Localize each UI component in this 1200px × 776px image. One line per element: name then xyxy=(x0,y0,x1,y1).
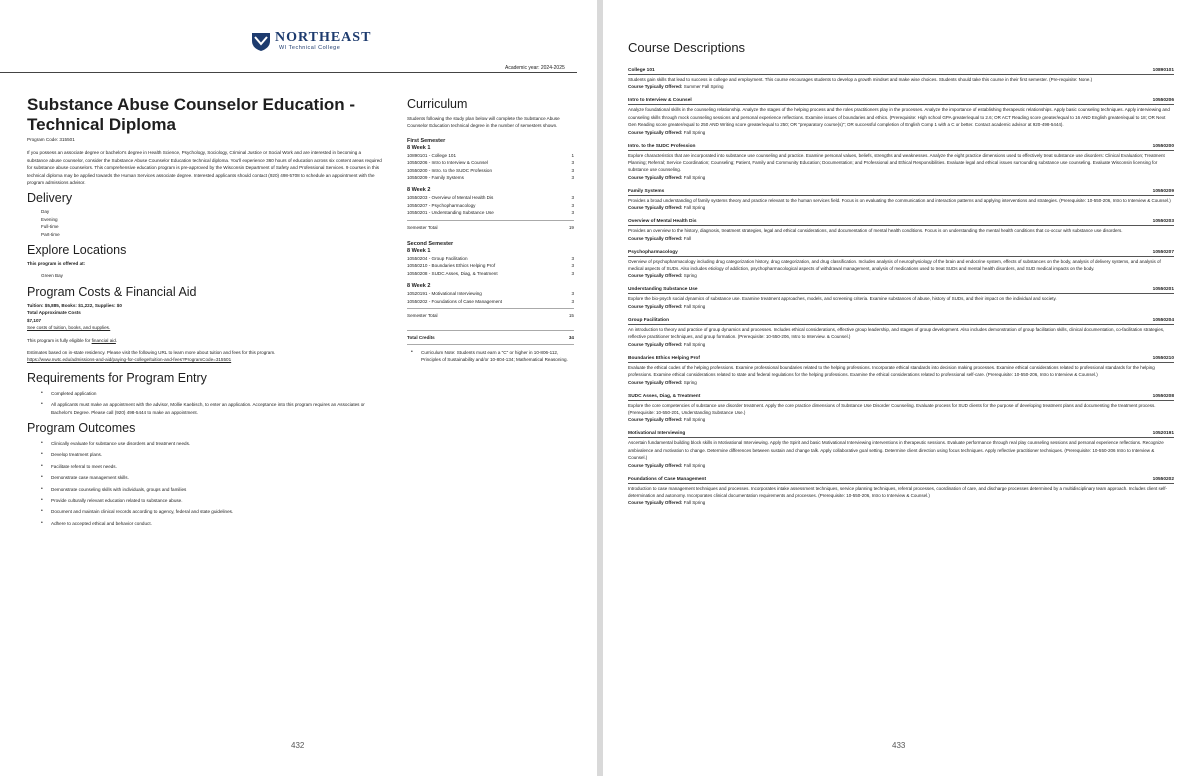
course-offered-label: Course Typically Offered: xyxy=(628,129,683,135)
course-block xyxy=(628,317,1174,348)
costs-heading: Program Costs & Financial Aid xyxy=(27,284,197,299)
course-row xyxy=(407,194,574,201)
course-name: Foundations of Case Management xyxy=(628,476,707,482)
course-row-credits: 3 xyxy=(571,256,574,262)
course-row-credits: 3 xyxy=(571,291,574,297)
course-offered xyxy=(628,83,1174,90)
course-offered-label: Course Typically Offered: xyxy=(628,462,683,468)
page-title: Substance Abuse Counselor Education - Technical Diploma xyxy=(27,95,356,134)
course-code: 10550207 xyxy=(1152,249,1174,255)
course-row-credits: 3 xyxy=(571,210,574,216)
course-name: Understanding Substance Use xyxy=(628,287,698,293)
outcome-item: • Provide culturally relevant education related to substance abuse. xyxy=(41,497,382,504)
course-offered xyxy=(628,235,1174,242)
course-header xyxy=(628,249,1174,257)
delivery-heading: Delivery xyxy=(27,191,73,206)
course-row xyxy=(407,290,574,297)
course-name: Intro. to the SUDC Profession xyxy=(628,143,696,149)
course-header xyxy=(628,218,1174,226)
course-offered-terms: Fall Spring xyxy=(683,462,706,468)
course-offered-label: Course Typically Offered: xyxy=(628,273,683,279)
delivery-item: Day xyxy=(41,209,50,215)
course-description: Explore characteristics that are incorporated into substance use counseling and practice. Examine personal values, beliefs, strengths and weaknesses. Analyze the eight practice dimensions used to effectively treat substance use disorders: Clinical Evaluation; Treatment Planning; Referral; Service Coordination; Counseling; Patient, Family and Community Education; Documentation; and Professional and Ethical Responsibilities. Evaluate legal and ethical issues surrounding substance use counseling. Evaluate Wisconsin licensing for substance use counseling. xyxy=(628,152,1165,173)
outcomes-list xyxy=(27,440,382,527)
course-row-credits: 3 xyxy=(571,160,574,166)
course-name: Motivational Interviewing xyxy=(628,431,686,437)
course-row-credits: 1 xyxy=(571,152,574,158)
outcome-item: • Document and maintain clinical records according to agency, federal and state guidelines. xyxy=(41,508,382,515)
course-code: 10520191 xyxy=(1152,431,1174,437)
course-code: 10550208 xyxy=(1152,393,1174,399)
semester-total-value: 19 xyxy=(568,224,574,230)
course-name: Boundaries Ethics Helping Prof xyxy=(628,355,700,361)
curriculum-column xyxy=(407,96,574,368)
course-row-credits: 3 xyxy=(571,202,574,208)
course-description: Explore the core competencies of substance use disorder treatment. Apply the core practice dimensions of Substance Use Disorder Counseling. Evaluate process for SUD clients for the purpose of developing treatment plans and documenting the treatment process. (Prerequisite: 10-550-201, Understanding Substance Use.) xyxy=(628,402,1156,415)
financial-aid-prefix: This program is fully eligible for xyxy=(27,337,92,343)
course-row-name: 10550200 - Intro. to the SUDC Profession xyxy=(407,167,493,173)
course-header xyxy=(628,67,1174,75)
course-offered xyxy=(628,499,1174,506)
course-offered-terms: Fall Spring xyxy=(683,417,706,423)
course-row xyxy=(407,270,574,277)
course-row-name: 10550208 - SUDC Asses, Diag, & Treatment xyxy=(407,270,498,276)
financial-aid-suffix: . xyxy=(115,337,118,343)
requirements-list xyxy=(27,390,382,416)
semester-total-row xyxy=(407,312,574,319)
course-name: Psychopharmacology xyxy=(628,249,678,255)
course-offered-terms: Summer Fall Spring xyxy=(683,84,724,90)
page-number: 432 xyxy=(291,741,305,750)
course-description: Ascertain fundamental building block skills in Motivational Interviewing. Apply the Spirit and basic Motivational Interviewing interventions in therapeutic sessions. Evaluate performance through real play counseling sessions and personal experience reflections. Recognize ambivalence and motivation to change. Determine differences between sustain and change talk. Apply collaborative goal setting. Determine client direction using focus techniques. Apply reflective practitioner techniques. (Prerequisite: 10-550-206 Intro to Interview & Counsel.) xyxy=(628,440,1164,461)
logo-subtitle: WI Technical College xyxy=(279,44,341,51)
course-code: 10550200 xyxy=(1152,143,1174,149)
course-row xyxy=(407,159,574,166)
left-page xyxy=(0,0,597,776)
course-offered xyxy=(628,129,1174,136)
first-semester-week1: 8 Week 1 xyxy=(407,144,431,151)
course-row xyxy=(407,202,574,209)
course-offered xyxy=(628,462,1174,469)
course-description: Analyze foundational skills in the counseling relationship. Analyze the stages of the helping process and the roles practitioners play in the processes. Analyze the importance of establishing therapeutic relationships. Apply basic counseling techniques. Apply interviewing and counseling skills through mock counseling sessions and personal experience reflections. Examine issues of boundaries and ethics. (Prerequisite: High school GPA greater/equal to 2.6; OR ACT Reading score greater/equal to 16 AND English greater/equal to 18; OR Next Gen Reading score greater/equal to 250 AND Writing score greater/equal to 250; OR "preparatory course(s)"; OR successful completion of English Comp 1 with a C or better. Contact academic advisor at 920-498-5444). xyxy=(628,107,1170,128)
header-divider xyxy=(0,72,577,73)
course-code: 10890101 xyxy=(1152,68,1174,73)
curriculum-heading: Curriculum xyxy=(407,97,468,111)
requirement-item: • All applicants must make an appointment with the advisor, Mollie Kaebisch, to enter an application. Acceptance into this program requires an Associates or Bachelor's Degree. Please call (920) 498-5444 to make an appointment. xyxy=(41,401,382,416)
course-row-credits: 3 xyxy=(571,195,574,201)
course-description: Students gain skills that lead to success in college and employment. This course encourages students to develop a growth mindset and make wise choices. Students should take this course in their first semester. (Pre-requisite: None.) xyxy=(628,77,1093,82)
course-row-credits: 3 xyxy=(571,298,574,304)
course-row xyxy=(407,298,574,305)
course-offered-terms: Fall Spring xyxy=(683,341,706,347)
outcome-item: • Adhere to accepted ethical and behavior conduct. xyxy=(41,520,382,527)
second-semester-week2: 8 Week 2 xyxy=(407,283,431,290)
requirement-item: • Completed application xyxy=(41,390,382,397)
course-row-name: 10550209 - Family Systems xyxy=(407,175,464,181)
course-header xyxy=(628,286,1174,294)
course-block xyxy=(628,218,1174,241)
course-block xyxy=(628,97,1174,135)
course-offered-label: Course Typically Offered: xyxy=(628,417,683,423)
total-credits-row xyxy=(407,334,574,341)
curriculum-notes xyxy=(407,349,574,364)
course-code: 10550202 xyxy=(1152,476,1174,482)
financial-aid-note xyxy=(27,337,382,344)
college-logo xyxy=(250,30,371,52)
total-cost-label: Total Approximate Costs xyxy=(27,310,81,316)
location-item: Green Bay xyxy=(41,273,63,279)
course-header xyxy=(628,317,1174,325)
course-description: Explore the bio-psych social dynamics of substance use. Examine treatment approaches, models, and screening criteria. Examine substances of abuse, history of SUDs, and their impact on the individual and society. xyxy=(628,296,1057,302)
semester-total-value: 15 xyxy=(568,313,574,319)
academic-year: Academic year: 2024-2025 xyxy=(505,65,565,71)
course-offered-label: Course Typically Offered: xyxy=(628,84,683,90)
course-block xyxy=(628,286,1174,309)
course-offered-label: Course Typically Offered: xyxy=(628,500,683,506)
costs-breakdown: Tuition: $5,885, Books: $1,222, Supplies: $0 xyxy=(27,302,122,308)
course-name: Group Facilitation xyxy=(628,317,670,323)
course-offered-terms: Fall xyxy=(683,235,691,241)
semester-total-row xyxy=(407,224,574,231)
curriculum-intro: Students following the study plan below will complete the Substance Abuse Counselor Education technical degree in the number of semesters shown. xyxy=(407,116,560,129)
total-cost-value: $7,107 xyxy=(27,317,42,323)
course-code: 10550201 xyxy=(1152,287,1174,293)
locations-heading: Explore Locations xyxy=(27,243,127,258)
course-header xyxy=(628,188,1174,196)
course-row xyxy=(407,167,574,174)
requirements-heading: Requirements for Program Entry xyxy=(27,370,207,385)
logo-name: NORTHEAST xyxy=(275,29,372,45)
curriculum-note: • Curriculum Note: Students must earn a "C" or higher in 10-806-112, Principles of Sustainability and/or 10-804-134; Mathematical Reasoning. xyxy=(411,349,574,364)
course-row xyxy=(407,262,574,269)
divider xyxy=(407,344,574,345)
tuition-url-link[interactable]: https://www.nwtc.edu/admissions-and-aid/paying-for-college/tuition-and-fees?ProgramCode=315501 xyxy=(27,357,232,363)
first-semester-week2: 8 Week 2 xyxy=(407,187,431,194)
course-offered-terms: Fall Spring xyxy=(683,205,706,211)
course-description: Introduction to case management techniques and processes. Incorporates intake assessment techniques, service planning techniques, referral processes, coordination of care, and discharge processes determined by a multidisciplinary team approach. Includes client self-determination and autonomy. Incorporates clinical documentation requirements and processes. (Prerequisite: 10-550-206, Intro to Interview & Counsel.) xyxy=(628,485,1168,498)
course-row-name: 10520191 - Motivational Interviewing xyxy=(407,291,482,297)
course-description: An introduction to theory and practice of group dynamics and processes. Includes ethical considerations, effective group leadership, and stages of group development. Also includes demonstration of group facilitation skills, clinical documentation, co-facilitation strategies, reflective practitioner techniques, and group formation. (Prerequisite: 10-550-206, Intro to Interview. & Counsel.) xyxy=(628,326,1165,340)
outcomes-heading: Program Outcomes xyxy=(27,420,136,435)
course-code: 10550210 xyxy=(1152,355,1174,361)
course-block xyxy=(628,249,1174,280)
course-offered xyxy=(628,379,1174,386)
course-row-credits: 3 xyxy=(571,175,574,181)
course-row-credits: 3 xyxy=(571,270,574,276)
course-row xyxy=(407,174,574,181)
course-row-name: 10550202 - Foundations of Case Management xyxy=(407,298,503,304)
course-name: Family Systems xyxy=(628,188,665,194)
course-block xyxy=(628,393,1174,424)
course-header xyxy=(628,143,1174,151)
course-offered xyxy=(628,416,1174,423)
course-offered-terms: Fall Spring xyxy=(683,500,706,506)
course-description: Provides an overview to the history, diagnosis, treatment strategies, legal and ethical considerations, and documentation of mental health conditions. Focus is on understanding the mental health conditions that co-occur with substance use disorders. xyxy=(628,228,1123,234)
course-offered-label: Course Typically Offered: xyxy=(628,174,683,180)
outcome-item: • Clinically evaluate for substance use disorders and treatment needs. xyxy=(41,440,382,447)
divider xyxy=(407,330,574,331)
total-credits-value: 34 xyxy=(568,334,574,340)
course-offered-terms: Spring xyxy=(683,379,697,385)
course-offered xyxy=(628,174,1174,181)
semester-total-label: Semester Total xyxy=(407,313,438,319)
course-offered-terms: Fall Spring xyxy=(683,303,706,309)
course-row-name: 10550204 - Group Facilitation xyxy=(407,256,468,262)
course-row xyxy=(407,152,574,159)
course-name: College 101 xyxy=(628,68,655,73)
delivery-item: Full-time xyxy=(41,224,59,230)
course-row-name: 10550210 - Boundaries Ethics Helping Prof xyxy=(407,263,496,269)
course-row-credits: 3 xyxy=(571,263,574,269)
course-descriptions-title: Course Descriptions xyxy=(628,40,746,55)
course-offered-label: Course Typically Offered: xyxy=(628,379,683,385)
course-block xyxy=(628,143,1174,181)
outcome-item: • Facilitate referral to meet needs. xyxy=(41,463,382,470)
right-page xyxy=(603,0,1200,776)
course-row-name: 10550206 - Intro to Interview & Counsel xyxy=(407,160,488,166)
program-intro: If you possess an associate degree or bachelor's degree in Health Science, Psychology, Sociology, Criminal Justice or Social Work and are interested in becoming a substance abuse counselor, consider the Substance Abuse Counselor Education technical diploma. You'll experience 360 hours of education across six content areas required for substance abuse counselors. This comprehensive education program is pre-approved by the Wisconsin Department of Safety and Professional Services. 9 courses in this technical diploma may be applied towards the Human Services associate degree. Interested applicants should contact (920) 498-5708 to schedule an appointment with the program admissions advisor. xyxy=(27,150,382,186)
outcome-item: • Demonstrate case management skills. xyxy=(41,474,382,481)
total-credits-label: Total Credits xyxy=(407,334,435,340)
course-offered-label: Course Typically Offered: xyxy=(628,235,683,241)
financial-aid-link[interactable]: financial aid xyxy=(91,337,116,343)
semester-total-label: Semester Total xyxy=(407,224,438,230)
course-row xyxy=(407,255,574,262)
course-row-name: 10550207 - Psychopharmacology xyxy=(407,202,476,208)
program-info-column xyxy=(27,95,382,531)
course-row xyxy=(407,209,574,216)
course-code: 10550203 xyxy=(1152,219,1174,225)
page-number: 433 xyxy=(892,741,906,750)
course-code: 10550206 xyxy=(1152,98,1174,104)
estimates-note: Estimates based on in-state residency. Please visit the following URL to learn more about tuition and fees for this program. xyxy=(27,349,276,355)
course-row-name: 10550201 - Understanding Substance Use xyxy=(407,210,494,216)
course-offered-label: Course Typically Offered: xyxy=(628,303,683,309)
delivery-item: Part-time xyxy=(41,231,60,237)
course-offered-terms: Fall Spring xyxy=(683,129,706,135)
course-header xyxy=(628,355,1174,363)
course-block xyxy=(628,67,1174,90)
program-code: Program Code: 315501 xyxy=(27,137,75,142)
course-description: Evaluate the ethical codes of the helping professions. Examine professional boundaries related to the helping professions. Incorporate ethical standards into decision making processes. Examine ethical considerations related to professional standards for the helping professions. Examine ethical considerations related to state and federal regulations for the helping professions. Examine the ethical considerations related to professional self-care. (Prerequisite: 10-550-206, Intro to Interview & Counsel.) xyxy=(628,364,1155,378)
second-semester-heading: Second Semester xyxy=(407,241,454,248)
course-header xyxy=(628,97,1174,105)
divider xyxy=(407,308,574,309)
course-offered xyxy=(628,341,1174,348)
course-offered-label: Course Typically Offered: xyxy=(628,341,683,347)
course-block xyxy=(628,355,1174,386)
second-semester-week1: 8 Week 1 xyxy=(407,248,431,255)
course-row-name: 10890101 - College 101 xyxy=(407,152,457,158)
locations-offered-at: This program is offered at: xyxy=(27,261,86,267)
course-code: 10550209 xyxy=(1152,188,1174,194)
course-offered xyxy=(628,272,1174,279)
course-description: Overview of psychopharmacology including drug categorization history, drug categorization, and drug classification. Includes analysis of neurophysiology of the brain and endocrine system, effects of substances on the body, analysis of delivery systems, and analysis of medical aspects of SUDs. Also includes etiology of addiction, psychopharmacological aspects of withdrawal management, analysis of medications used to treat SUDs and mental health disorders, and SUD medical impacts on the body. xyxy=(628,258,1161,272)
course-list xyxy=(628,67,1174,513)
course-name: Intro to Interview & Counsel xyxy=(628,98,692,104)
divider xyxy=(407,220,574,221)
course-block xyxy=(628,430,1174,468)
delivery-item: Evening xyxy=(41,216,58,222)
course-offered xyxy=(628,204,1174,211)
course-block xyxy=(628,188,1174,211)
course-header xyxy=(628,476,1174,484)
course-name: SUDC Asses, Diag, & Treatment xyxy=(628,393,701,399)
shield-logo-icon xyxy=(250,30,272,52)
course-header xyxy=(628,393,1174,401)
course-block xyxy=(628,476,1174,507)
outcome-item: • Demonstrate counseling skills with individuals, groups and families xyxy=(41,486,382,493)
course-offered-terms: Fall Spring xyxy=(683,174,706,180)
outcome-item: • Develop treatment plans. xyxy=(41,451,382,458)
course-offered xyxy=(628,303,1174,310)
first-semester-heading: First Semester xyxy=(407,137,446,144)
course-description: Provides a broad understanding of family systems theory and practice relevant to the human services field. Focus is on evaluating the communication and interaction patterns and applying interventions and strategies. (Prerequisite: 10-550-206, Intro to Interview & Counsel.) xyxy=(628,197,1171,203)
course-header xyxy=(628,430,1174,438)
course-code: 10550204 xyxy=(1152,317,1174,323)
delivery-list xyxy=(27,208,382,238)
course-offered-label: Course Typically Offered: xyxy=(628,205,683,211)
course-row-credits: 3 xyxy=(571,167,574,173)
costs-link[interactable]: See costs of tuition, books, and supplies. xyxy=(27,325,111,331)
course-name: Overview of Mental Health Dis xyxy=(628,219,697,225)
course-row-name: 10550203 - Overview of Mental Health Dis xyxy=(407,195,494,201)
course-offered-terms: Spring xyxy=(683,273,697,279)
